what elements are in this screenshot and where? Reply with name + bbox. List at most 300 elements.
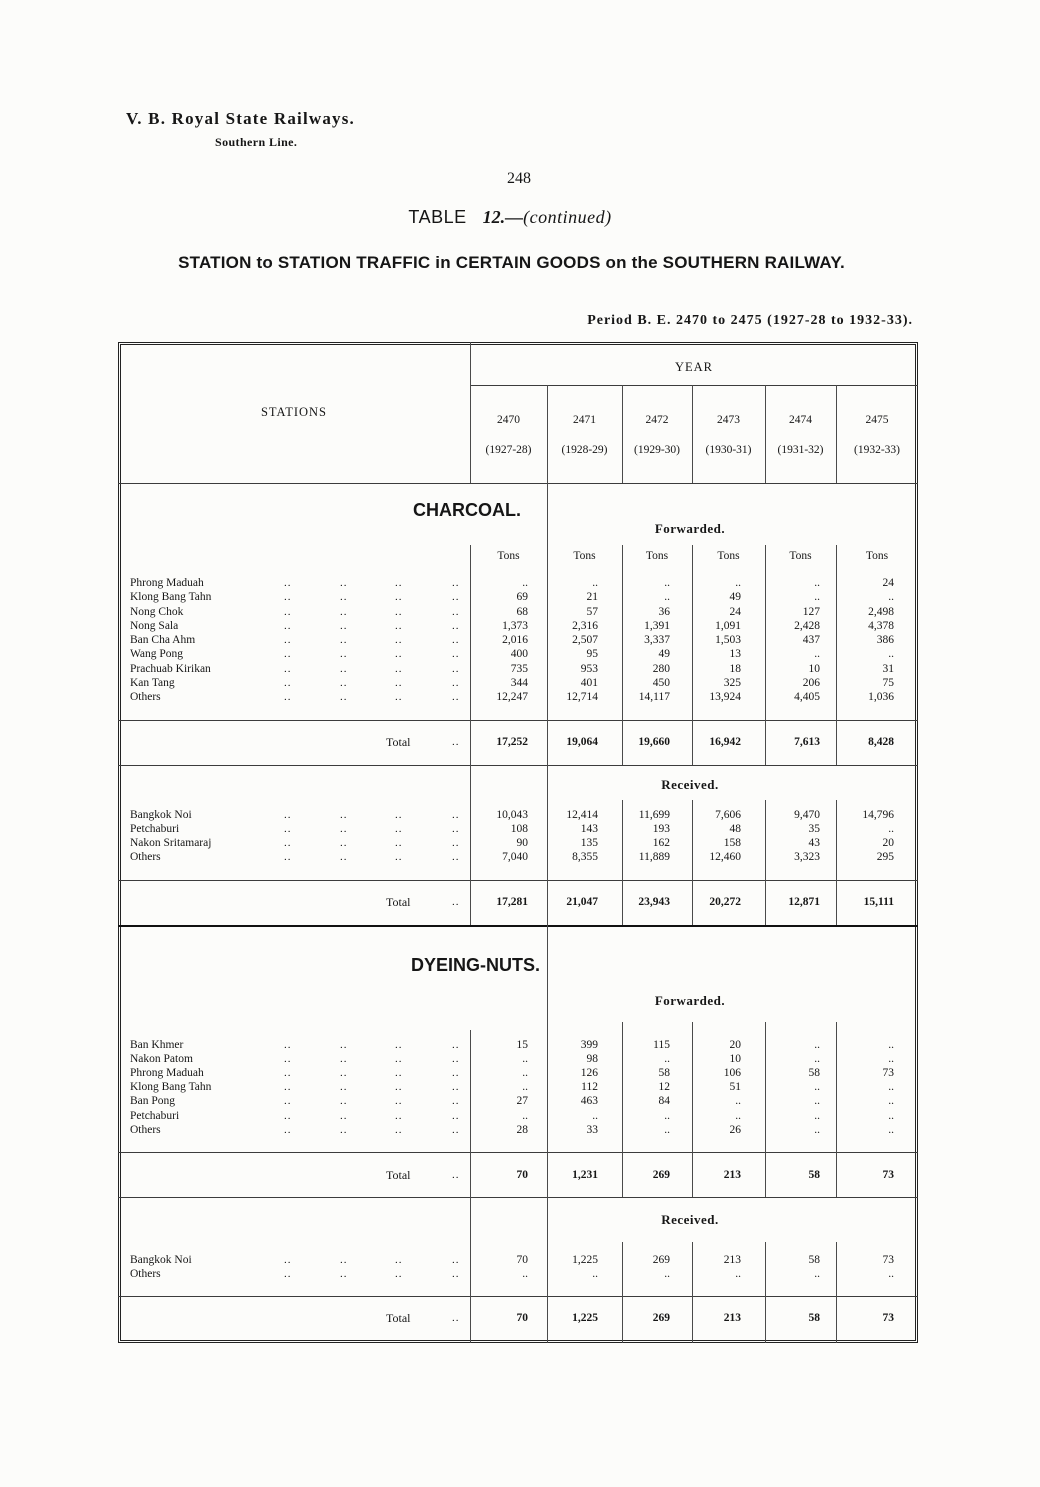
column-rule: [765, 385, 766, 483]
leader-dots: ..: [395, 1254, 403, 1266]
year-ad: (1932-33): [854, 444, 900, 456]
value-cell: 58: [808, 1254, 820, 1266]
value-cell: 735: [510, 663, 528, 675]
value-cell: 14,117: [638, 691, 670, 703]
total-value: 21,047: [566, 896, 598, 908]
value-cell: 70: [516, 1254, 528, 1266]
leader-dots: ..: [395, 1081, 403, 1093]
station-name: Prachuab Kirikan: [130, 663, 211, 675]
leader-dots: ..: [340, 634, 348, 646]
leader-dots: ..: [284, 1095, 292, 1107]
horizontal-rule: [118, 925, 918, 927]
total-value: 12,871: [788, 896, 820, 908]
value-cell: 13: [729, 648, 741, 660]
unit-row: [118, 548, 918, 564]
leader-dots: ..: [284, 837, 292, 849]
commodity-heading: CHARCOAL.: [413, 500, 521, 520]
leader-dots: ..: [340, 1110, 348, 1122]
leader-dots: ..: [340, 1053, 348, 1065]
station-name: Nakon Patom: [130, 1053, 193, 1065]
leader-dots: ..: [284, 591, 292, 603]
value-cell: 126: [580, 1067, 598, 1079]
total-value: 19,660: [638, 736, 670, 748]
horizontal-rule: [118, 720, 918, 721]
station-name: Others: [130, 851, 161, 863]
value-cell: 437: [802, 634, 820, 646]
value-cell: 14,796: [862, 809, 894, 821]
leader-dots: ..: [452, 691, 460, 703]
value-cell: 1,036: [868, 691, 894, 703]
total-value: 269: [652, 1312, 670, 1324]
value-cell: ..: [592, 577, 598, 589]
value-cell: 325: [723, 677, 741, 689]
total-value: 70: [516, 1169, 528, 1181]
leader-dots: ..: [395, 1067, 403, 1079]
total-value: 269: [652, 1169, 670, 1181]
value-cell: ..: [888, 823, 894, 835]
leader-dots: ..: [452, 1081, 460, 1093]
value-cell: ..: [664, 1268, 670, 1280]
total-row: [118, 1167, 918, 1183]
total-value: 1,231: [572, 1169, 598, 1181]
station-name: Phrong Maduah: [130, 1067, 204, 1079]
leader-dots: ..: [284, 620, 292, 632]
leader-dots: ..: [452, 591, 460, 603]
leader-dots: ..: [452, 1039, 460, 1051]
total-value: 17,252: [496, 736, 528, 748]
value-cell: 24: [729, 606, 741, 618]
value-cell: 3,337: [644, 634, 670, 646]
value-cell: ..: [888, 1053, 894, 1065]
value-cell: ..: [664, 1053, 670, 1065]
total-label: Total: [386, 735, 411, 749]
value-cell: 18: [729, 663, 741, 675]
leader-dots: ..: [452, 823, 460, 835]
value-cell: ..: [888, 591, 894, 603]
leader-dots: ..: [452, 809, 460, 821]
value-cell: ..: [664, 577, 670, 589]
leader-dots: ..: [284, 1254, 292, 1266]
leader-dots: ..: [452, 1268, 460, 1280]
value-cell: 112: [581, 1081, 598, 1093]
value-cell: 12,247: [496, 691, 528, 703]
year-ad: (1928-29): [561, 444, 608, 456]
station-name: Kan Tang: [130, 677, 175, 689]
leader-dots: ..: [452, 620, 460, 632]
table-row: [118, 689, 918, 705]
traffic-table: [118, 342, 918, 1343]
year-be: 2473: [717, 414, 740, 426]
table-row: [118, 1122, 918, 1138]
value-cell: 31: [882, 663, 894, 675]
value-cell: 450: [652, 677, 670, 689]
total-label: Total: [386, 1311, 411, 1325]
leader-dots: ..: [284, 1039, 292, 1051]
value-cell: ..: [735, 1268, 741, 1280]
station-name: Ban Khmer: [130, 1039, 184, 1051]
station-name: Petchaburi: [130, 823, 180, 835]
value-cell: ..: [888, 1268, 894, 1280]
leader-dots: ..: [284, 1268, 292, 1280]
value-cell: 11,889: [638, 851, 670, 863]
value-cell: ..: [522, 1053, 528, 1065]
value-cell: 24: [882, 577, 894, 589]
leader-dots: ..: [284, 606, 292, 618]
year-header: YEAR: [674, 360, 714, 374]
value-cell: ..: [522, 1268, 528, 1280]
value-cell: 12,460: [709, 851, 741, 863]
total-row: [118, 734, 918, 750]
value-cell: 35: [808, 823, 820, 835]
value-cell: 3,323: [794, 851, 820, 863]
leader-dots: ..: [340, 809, 348, 821]
total-value: 19,064: [566, 736, 598, 748]
leader-dots: ..: [340, 1254, 348, 1266]
value-cell: 344: [510, 677, 528, 689]
total-value: 213: [723, 1169, 741, 1181]
total-row: [118, 1310, 918, 1326]
station-name: Wang Pong: [130, 648, 184, 660]
value-cell: 27: [516, 1095, 528, 1107]
leader-dots: ..: [340, 606, 348, 618]
leader-dots: ..: [340, 1039, 348, 1051]
value-cell: 1,373: [502, 620, 528, 632]
leader-dots: ..: [395, 1039, 403, 1051]
station-name: Phrong Maduah: [130, 577, 204, 589]
value-cell: ..: [592, 1268, 598, 1280]
leader-dots: ..: [395, 1268, 403, 1280]
value-cell: 2,428: [794, 620, 820, 632]
value-cell: 90: [516, 837, 528, 849]
horizontal-rule: [118, 1296, 918, 1297]
column-rule: [836, 385, 837, 483]
leader-dots: ..: [395, 663, 403, 675]
value-cell: 1,091: [715, 620, 741, 632]
leader-dots: ..: [395, 1053, 403, 1065]
leader-dots: ..: [284, 634, 292, 646]
leader-dots: ..: [284, 1067, 292, 1079]
value-cell: 115: [653, 1039, 670, 1051]
total-label: Total: [386, 895, 411, 909]
leader-dots: ..: [395, 648, 403, 660]
value-cell: 33: [586, 1124, 598, 1136]
table-word: TABLE: [408, 207, 467, 227]
leader-dots: ..: [452, 1110, 460, 1122]
leader-dots: ..: [395, 823, 403, 835]
leader-dots: ..: [284, 823, 292, 835]
value-cell: 213: [723, 1254, 741, 1266]
value-cell: 206: [802, 677, 820, 689]
value-cell: 9,470: [794, 809, 820, 821]
leader-dots: ..: [452, 1254, 460, 1266]
station-name: Others: [130, 691, 161, 703]
value-cell: ..: [814, 1053, 820, 1065]
page-number: 248: [507, 170, 531, 187]
value-cell: 127: [802, 606, 820, 618]
value-cell: 57: [586, 606, 598, 618]
value-cell: 73: [882, 1254, 894, 1266]
leader-dots: ..: [452, 1169, 460, 1181]
total-value: 20,272: [709, 896, 741, 908]
value-cell: 8,355: [572, 851, 598, 863]
value-cell: 84: [658, 1095, 670, 1107]
value-cell: 1,503: [715, 634, 741, 646]
station-name: Klong Bang Tahn: [130, 1081, 212, 1093]
leader-dots: ..: [284, 677, 292, 689]
leader-dots: ..: [284, 1053, 292, 1065]
value-cell: 11,699: [638, 809, 670, 821]
table-row: [118, 849, 918, 865]
value-cell: 463: [580, 1095, 598, 1107]
total-value: 73: [882, 1169, 894, 1181]
leader-dots: ..: [452, 896, 460, 908]
leader-dots: ..: [452, 606, 460, 618]
value-cell: 295: [876, 851, 894, 863]
value-cell: 10: [729, 1053, 741, 1065]
leader-dots: ..: [452, 736, 460, 748]
leader-dots: ..: [395, 851, 403, 863]
leader-dots: ..: [395, 809, 403, 821]
total-label: Total: [386, 1168, 411, 1182]
value-cell: 75: [882, 677, 894, 689]
value-cell: 21: [586, 591, 598, 603]
value-cell: 48: [729, 823, 741, 835]
value-cell: 158: [723, 837, 741, 849]
value-cell: ..: [888, 1039, 894, 1051]
value-cell: 98: [586, 1053, 598, 1065]
value-cell: ..: [522, 1067, 528, 1079]
leader-dots: ..: [452, 677, 460, 689]
value-cell: ..: [592, 1110, 598, 1122]
leader-dots: ..: [340, 577, 348, 589]
column-rule: [622, 385, 623, 483]
commodity-heading: DYEING-NUTS.: [410, 955, 540, 975]
value-cell: 135: [580, 837, 598, 849]
leader-dots: ..: [395, 691, 403, 703]
value-cell: 68: [516, 606, 528, 618]
station-name: Bangkok Noi: [130, 809, 192, 821]
leader-dots: ..: [395, 677, 403, 689]
direction-heading: Received.: [661, 777, 719, 792]
total-value: 73: [882, 1312, 894, 1324]
leader-dots: ..: [284, 809, 292, 821]
year-be: 2470: [497, 414, 520, 426]
leader-dots: ..: [395, 1124, 403, 1136]
leader-dots: ..: [284, 1081, 292, 1093]
station-name: Nakon Sritamaraj: [130, 837, 212, 849]
table-title: STATION to STATION TRAFFIC in CERTAIN GOODS on the SOUTHERN RAILWAY.: [178, 253, 845, 272]
railway-name: V. B. Royal State Railways.: [126, 109, 356, 128]
value-cell: ..: [888, 1081, 894, 1093]
leader-dots: ..: [284, 1110, 292, 1122]
direction-heading: Received.: [661, 1212, 719, 1227]
total-value: 70: [516, 1312, 528, 1324]
year-be: 2475: [865, 414, 889, 426]
value-cell: 143: [580, 823, 598, 835]
leader-dots: ..: [395, 837, 403, 849]
value-cell: 49: [658, 648, 670, 660]
horizontal-rule: [118, 1197, 918, 1198]
leader-dots: ..: [284, 851, 292, 863]
horizontal-rule: [118, 765, 918, 766]
value-cell: 2,507: [572, 634, 598, 646]
leader-dots: ..: [284, 1124, 292, 1136]
value-cell: ..: [888, 1110, 894, 1122]
station-name: Ban Pong: [130, 1095, 176, 1107]
horizontal-rule: [118, 880, 918, 881]
leader-dots: ..: [340, 1124, 348, 1136]
direction-heading: Forwarded.: [654, 521, 726, 536]
leader-dots: ..: [395, 1095, 403, 1107]
leader-dots: ..: [452, 634, 460, 646]
leader-dots: ..: [340, 823, 348, 835]
value-cell: ..: [814, 1081, 820, 1093]
horizontal-rule: [118, 1152, 918, 1153]
value-cell: 7,606: [715, 809, 741, 821]
value-cell: 1,391: [644, 620, 670, 632]
value-cell: 401: [580, 677, 598, 689]
leader-dots: ..: [340, 620, 348, 632]
value-cell: 58: [658, 1067, 670, 1079]
leader-dots: ..: [340, 1081, 348, 1093]
value-cell: 51: [729, 1081, 741, 1093]
value-cell: 10: [808, 663, 820, 675]
horizontal-rule: [118, 483, 918, 484]
stations-header: STATIONS: [260, 405, 328, 419]
leader-dots: ..: [452, 648, 460, 660]
value-cell: ..: [814, 591, 820, 603]
total-value: 17,281: [496, 896, 528, 908]
column-rule: [692, 385, 693, 483]
value-cell: 399: [580, 1039, 598, 1051]
year-be: 2471: [573, 414, 596, 426]
leader-dots: ..: [284, 663, 292, 675]
value-cell: 58: [808, 1067, 820, 1079]
horizontal-rule: [470, 385, 918, 386]
value-cell: 2,498: [868, 606, 894, 618]
leader-dots: ..: [395, 591, 403, 603]
leader-dots: ..: [340, 691, 348, 703]
leader-dots: ..: [340, 1067, 348, 1079]
leader-dots: ..: [284, 691, 292, 703]
value-cell: 280: [652, 663, 670, 675]
total-value: 16,942: [709, 736, 741, 748]
leader-dots: ..: [340, 677, 348, 689]
value-cell: ..: [664, 1110, 670, 1122]
total-value: 1,225: [572, 1312, 598, 1324]
value-cell: 73: [882, 1067, 894, 1079]
unit-label: Tons: [645, 550, 669, 562]
leader-dots: ..: [452, 1095, 460, 1107]
leader-dots: ..: [340, 648, 348, 660]
value-cell: 193: [652, 823, 670, 835]
station-name: Ban Cha Ahm: [130, 634, 196, 646]
total-value: 8,428: [868, 736, 894, 748]
unit-label: Tons: [717, 550, 740, 562]
value-cell: 4,405: [794, 691, 820, 703]
value-cell: 400: [510, 648, 528, 660]
value-cell: 386: [876, 634, 894, 646]
table-row: [118, 589, 918, 605]
table-number: 12.—: [482, 207, 524, 227]
leader-dots: ..: [340, 663, 348, 675]
leader-dots: ..: [452, 1053, 460, 1065]
value-cell: 69: [516, 591, 528, 603]
leader-dots: ..: [395, 577, 403, 589]
value-cell: 162: [652, 837, 670, 849]
table-row: [118, 1093, 918, 1109]
value-cell: 28: [516, 1124, 528, 1136]
leader-dots: ..: [395, 634, 403, 646]
value-cell: ..: [664, 591, 670, 603]
value-cell: 20: [729, 1039, 741, 1051]
line-name: Southern Line.: [215, 135, 298, 149]
value-cell: 4,378: [868, 620, 894, 632]
value-cell: 108: [510, 823, 528, 835]
value-cell: ..: [522, 1110, 528, 1122]
value-cell: ..: [664, 1124, 670, 1136]
unit-label: Tons: [497, 550, 520, 562]
table-continued-note: (continued): [523, 207, 612, 227]
station-name: Petchaburi: [130, 1110, 180, 1122]
value-cell: ..: [735, 577, 741, 589]
table-row: [118, 1266, 918, 1282]
value-cell: ..: [888, 1124, 894, 1136]
station-name: Nong Sala: [130, 620, 179, 632]
total-value: 58: [808, 1169, 820, 1181]
leader-dots: ..: [395, 620, 403, 632]
value-cell: 43: [808, 837, 820, 849]
leader-dots: ..: [340, 837, 348, 849]
station-name: Bangkok Noi: [130, 1254, 192, 1266]
value-cell: 36: [658, 606, 670, 618]
total-value: 213: [723, 1312, 741, 1324]
leader-dots: ..: [284, 577, 292, 589]
leader-dots: ..: [452, 1067, 460, 1079]
year-be: 2472: [645, 414, 669, 426]
value-cell: 49: [729, 591, 741, 603]
value-cell: ..: [888, 1095, 894, 1107]
station-name: Klong Bang Tahn: [130, 591, 212, 603]
value-cell: 10,043: [496, 809, 528, 821]
leader-dots: ..: [395, 1110, 403, 1122]
year-ad: (1927-28): [485, 444, 532, 456]
station-name: Others: [130, 1268, 161, 1280]
value-cell: ..: [888, 648, 894, 660]
value-cell: ..: [814, 1095, 820, 1107]
total-row: [118, 894, 918, 910]
value-cell: 2,316: [572, 620, 598, 632]
value-cell: ..: [814, 1124, 820, 1136]
leader-dots: ..: [340, 851, 348, 863]
value-cell: ..: [814, 1268, 820, 1280]
value-cell: 20: [882, 837, 894, 849]
value-cell: ..: [522, 1081, 528, 1093]
station-name: Others: [130, 1124, 161, 1136]
leader-dots: ..: [452, 663, 460, 675]
table-label: [0, 207, 1020, 228]
direction-heading: Forwarded.: [654, 993, 726, 1008]
value-cell: ..: [735, 1110, 741, 1122]
value-cell: 12: [658, 1081, 670, 1093]
total-value: 23,943: [638, 896, 670, 908]
leader-dots: ..: [395, 606, 403, 618]
value-cell: ..: [814, 1110, 820, 1122]
value-cell: 269: [652, 1254, 670, 1266]
value-cell: 12,414: [566, 809, 598, 821]
year-be: 2474: [789, 414, 812, 426]
value-cell: 1,225: [572, 1254, 598, 1266]
